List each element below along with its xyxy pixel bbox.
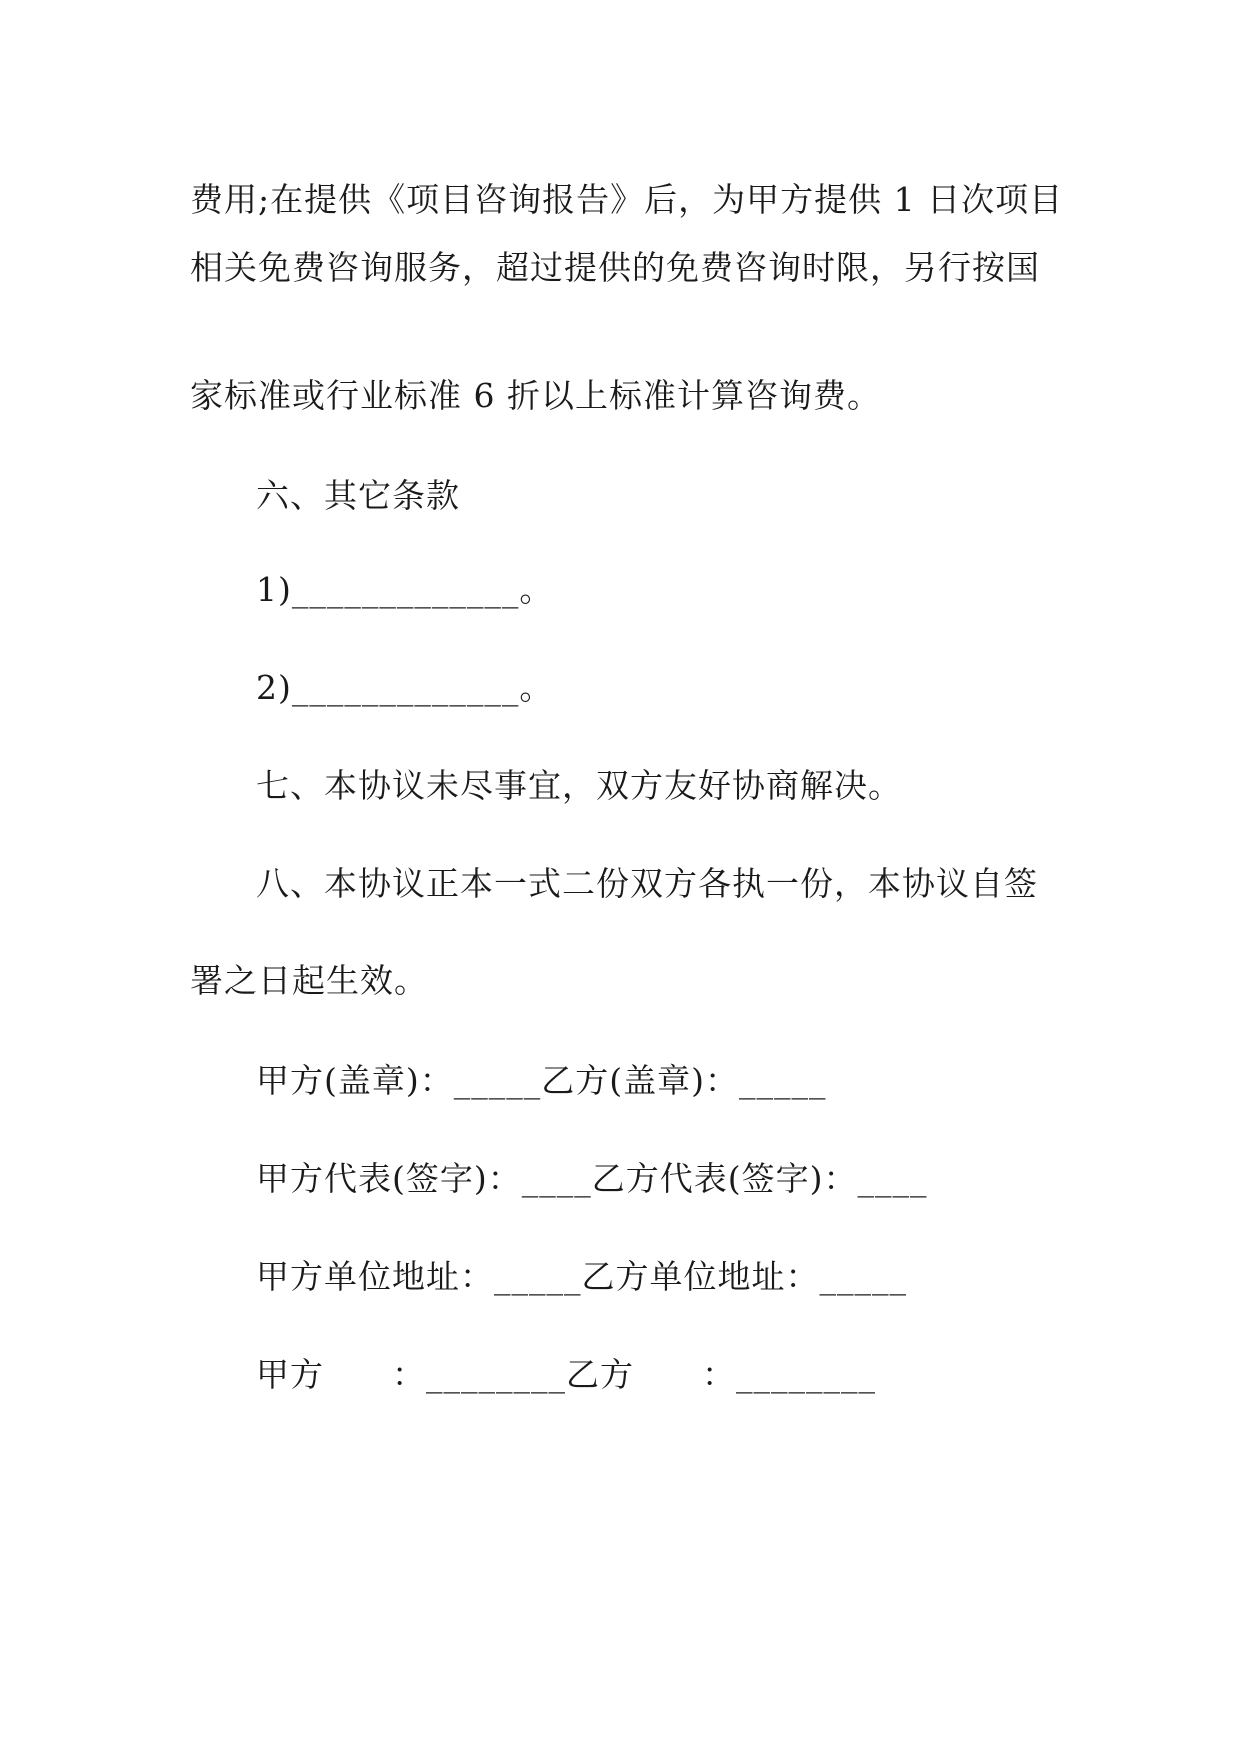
signature-seal-line: 甲方(盖章)：_____乙方(盖章)：_____: [256, 1061, 827, 1100]
signature-representative-line: 甲方代表(签字)：____乙方代表(签字)：____: [256, 1159, 928, 1198]
paragraph-line: 家标准或行业标准 6 折以上标准计算咨询费。: [190, 376, 881, 415]
paragraph-line: 费用;在提供《项目咨询报告》后，为甲方提供 1 日次项目: [190, 180, 1064, 219]
paragraph-line: 署之日起生效。: [190, 961, 428, 1000]
clause-blank-2: 2)_____________。: [256, 668, 554, 707]
section-heading-other-terms: 六、其它条款: [256, 476, 460, 515]
section-eight: 八、本协议正本一式二份双方各执一份，本协议自签: [256, 864, 1038, 903]
section-seven: 七、本协议未尽事宜，双方友好协商解决。: [256, 766, 902, 805]
signature-address-line: 甲方单位地址：_____乙方单位地址：_____: [256, 1257, 907, 1296]
clause-blank-1: 1)_____________。: [256, 570, 554, 609]
signature-party-line: 甲方 ：________乙方 ：________: [256, 1355, 876, 1394]
paragraph-line: 相关免费咨询服务，超过提供的免费咨询时限，另行按国: [190, 248, 1040, 287]
